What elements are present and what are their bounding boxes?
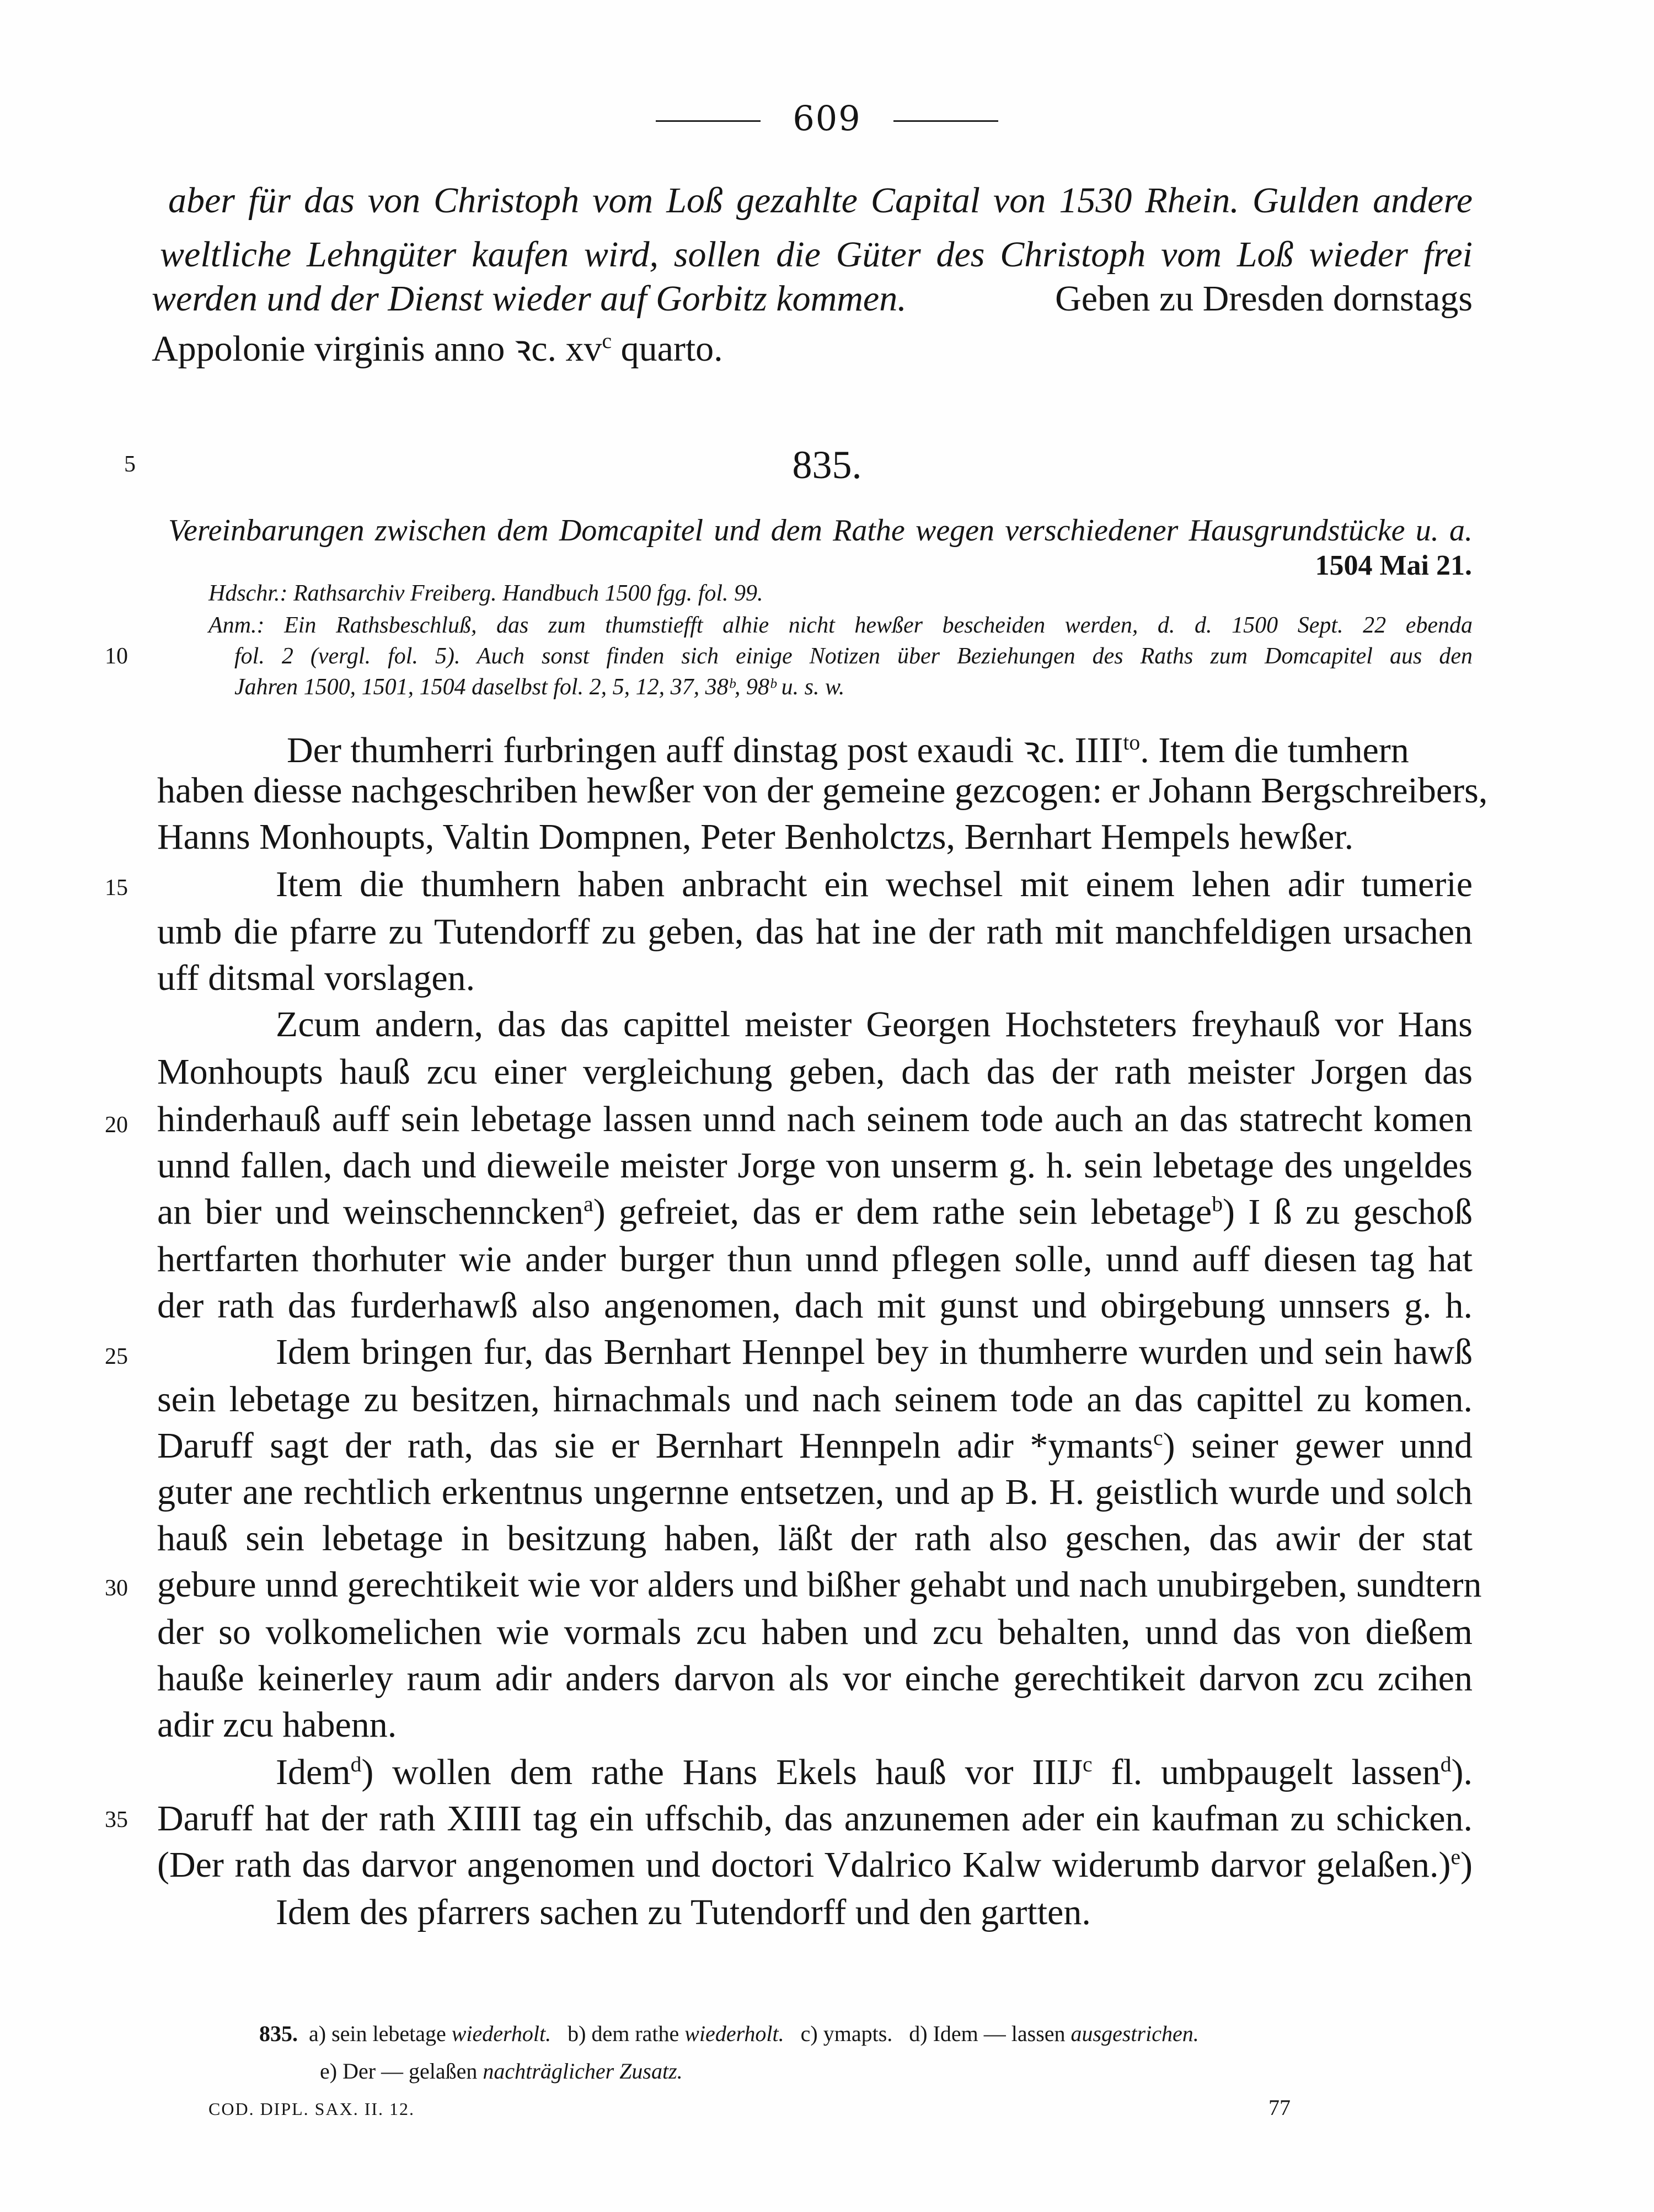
- text-line-2: haben diesse nachgeschriben hewßer von der gemeine gezcogen: er Johann Bergschreibers,: [157, 770, 1488, 811]
- text-line-11: [157, 1191, 1473, 1233]
- page-header: [0, 98, 1654, 138]
- line-number-30: 30: [105, 1576, 128, 1601]
- note-line-3: Jahren 1500, 1501, 1504 daselbst fol. 2, 5, 12, 37, 38ᵇ, 98ᵇ u. s. w.: [234, 674, 845, 700]
- text-line-1b: . Item die tumhern: [1140, 730, 1409, 770]
- text-line-1a: Der thumherri furbringen auff dinstag post exaudi ꝛc. IIII: [287, 730, 1123, 770]
- line-number-15: 15: [105, 875, 128, 901]
- text-line-18: hauß sein lebetage in besitzung haben, läßt der rath also geschen, das awir der stat: [157, 1518, 1473, 1558]
- sheet-number: 77: [1268, 2095, 1291, 2120]
- document-regest: Vereinbarungen zwischen dem Domcapitel und dem Rathe wegen verschiedener Hausgrundstücke u. a.: [168, 513, 1473, 548]
- note-line-2: fol. 2 (vergl. fol. 5). Auch sonst finden sich einige Notizen über Beziehungen des Raths zum Domcapitel aus den: [234, 644, 1473, 669]
- footnote-d: d) Idem — lassen: [909, 2021, 1071, 2046]
- text-line-6: uff ditsmal vorslagen.: [157, 958, 475, 998]
- text-line-22: adir zcu habenn.: [157, 1705, 397, 1745]
- footnote-d-note: ausgestrichen.: [1070, 2021, 1199, 2046]
- line-number-10: 10: [105, 644, 128, 669]
- intro-line-4: [152, 322, 723, 372]
- text-line-16a: Daruff sagt der rath, das sie er Bernhart Hennpeln adir *ymants: [157, 1426, 1154, 1466]
- text-line-23b: ) wollen dem rathe Hans Ekels hauß vor IIIJ: [361, 1752, 1083, 1792]
- text-line-25: [157, 1844, 1473, 1886]
- text-line-21: hauße keinerley raum adir anders darvon als vor einche gerechtikeit darvon zcu zcihen: [157, 1658, 1473, 1699]
- text-line-5: umb die pfarre zu Tutendorff zu geben, das hat ine der rath mit manchfeldigen ursachen: [157, 912, 1473, 952]
- intro-line-3-roman: Geben zu Dresden dornstags: [1055, 278, 1473, 319]
- intro-line-4-text: Appolonie virginis anno ꝛc. xv: [152, 329, 602, 369]
- line-number-25: 25: [105, 1344, 128, 1369]
- text-line-8: Monhoupts hauß zcu einer vergleichung geben, dach das der rath meister Jorgen das: [157, 1052, 1473, 1092]
- text-line-23c: fl. umbpaugelt lassen: [1092, 1752, 1441, 1792]
- text-line-23d: ).: [1451, 1752, 1473, 1792]
- text-line-11c: ) I ß zu geschoß: [1223, 1192, 1473, 1232]
- text-line-23a: Idem: [276, 1752, 351, 1792]
- text-line-15: sein lebetage zu besitzen, hirnachmals und nach seinem tode an das capittel zu komen.: [157, 1379, 1473, 1420]
- intro-line-4-end: quarto.: [612, 329, 723, 369]
- footnotes-line-1: [259, 2021, 1199, 2047]
- text-line-19: gebure unnd gerechtikeit wie vor alders und bißher gehabt und nach unubirgeben, sundtern: [157, 1565, 1482, 1605]
- text-line-14: Idem bringen fur, das Bernhart Hennpel bey in thumherre wurden und sein hawß: [276, 1332, 1473, 1372]
- note-line-1: Anm.: Ein Rathsbeschluß, das zum thumstiefft alhie nicht hewßer bescheiden werden, d. d. 1500 Sept. 22 ebenda: [208, 613, 1473, 638]
- text-sup-d2: d: [1440, 1752, 1452, 1776]
- text-line-26: Idem des pfarrers sachen zu Tutendorff und den gartten.: [276, 1892, 1091, 1932]
- text-sup-to: to: [1123, 730, 1141, 754]
- intro-line-3-italic: werden und der Dienst wieder auf Gorbitz kommen.: [152, 278, 907, 319]
- text-line-25a: (Der rath das darvor angenomen und doctori Vdalrico Kalw widerumb darvor gelaßen.): [157, 1845, 1451, 1885]
- text-line-11b: ) gefreiet, das er dem rathe sein lebetage: [593, 1192, 1212, 1232]
- intro-sup-c: c: [602, 329, 612, 353]
- page-number: 609: [793, 98, 861, 138]
- footnote-e-note: nachträglicher Zusatz.: [483, 2059, 683, 2084]
- text-line-10: unnd fallen, dach und dieweile meister Jorge von unserm g. h. sein lebetage des ungeldes: [157, 1145, 1473, 1186]
- signature: COD. DIPL. SAX. II. 12.: [208, 2099, 415, 2119]
- footnote-a-note: wiederholt.: [451, 2021, 552, 2046]
- intro-line-1: aber für das von Christoph vom Loß gezahlte Capital von 1530 Rhein. Gulden andere: [168, 180, 1473, 221]
- line-number-5: 5: [124, 452, 136, 477]
- document-source: Hdschr.: Rathsarchiv Freiberg. Handbuch 1500 fgg. fol. 99.: [208, 581, 763, 606]
- text-sup-a: a: [584, 1192, 593, 1216]
- text-line-3: Hanns Monhoupts, Valtin Dompnen, Peter Benholctzs, Bernhart Hempels hewßer.: [157, 817, 1354, 857]
- header-rule-right: [893, 120, 998, 122]
- text-line-7: Zcum andern, das das capittel meister Georgen Hochsteters freyhauß vor Hans: [276, 1004, 1473, 1045]
- footnote-a: a) sein lebetage: [309, 2021, 452, 2046]
- text-line-1: [287, 724, 1473, 773]
- header-rule-left: [656, 120, 761, 122]
- text-sup-c2: c: [1083, 1752, 1093, 1776]
- footnote-b: b) dem rathe: [568, 2021, 685, 2046]
- text-line-9: hinderhauß auff sein lebetage lassen unnd nach seinem tode auch an das statrecht komen: [157, 1099, 1473, 1139]
- text-line-11a: an bier und weinschenncken: [157, 1192, 584, 1232]
- text-line-4: Item die thumhern haben anbracht ein wechsel mit einem lehen adir tumerie: [276, 864, 1473, 904]
- document-number: 835.: [792, 443, 862, 487]
- text-line-20: der so volkomelichen wie vormals zcu haben und zcu behalten, unnd das von dießem: [157, 1612, 1473, 1652]
- footnote-c: c) ymapts.: [800, 2021, 893, 2046]
- line-number-35: 35: [105, 1807, 128, 1833]
- text-sup-b: b: [1212, 1192, 1223, 1216]
- text-sup-e: e: [1450, 1845, 1461, 1869]
- text-sup-d1: d: [350, 1752, 362, 1776]
- intro-line-3: [152, 278, 1473, 320]
- text-sup-c: c: [1153, 1426, 1163, 1450]
- text-line-25b: ): [1460, 1845, 1473, 1885]
- footnote-b-note: wiederholt.: [684, 2021, 784, 2046]
- text-line-23: [276, 1752, 1473, 1793]
- text-line-16b: ) seiner gewer unnd: [1163, 1426, 1473, 1466]
- document-date: 1504 Mai 21.: [1315, 550, 1472, 581]
- text-line-24: Daruff hat der rath XIIII tag ein uffschib, das anzunemen ader ein kaufman zu schicken.: [157, 1798, 1473, 1839]
- text-line-17: guter ane rechtlich erkentnus ungernne entsetzen, und ap B. H. geistlich wurde und solch: [157, 1472, 1473, 1512]
- footnote-ref: 835.: [259, 2021, 298, 2046]
- line-number-20: 20: [105, 1112, 128, 1138]
- footnotes-line-2: [320, 2058, 683, 2084]
- intro-line-2: weltliche Lehngüter kaufen wird, sollen die Güter des Christoph vom Loß wieder frei: [160, 234, 1473, 275]
- text-line-16: [157, 1425, 1473, 1467]
- footnote-e: e) Der — gelaßen: [320, 2059, 483, 2084]
- text-line-12: hertfarten thorhuter wie ander burger thun unnd pflegen solle, unnd auff diesen tag hat: [157, 1239, 1473, 1279]
- text-line-13: der rath das furderhawß also angenomen, dach mit gunst und obirgebung unnsers g. h.: [157, 1286, 1473, 1326]
